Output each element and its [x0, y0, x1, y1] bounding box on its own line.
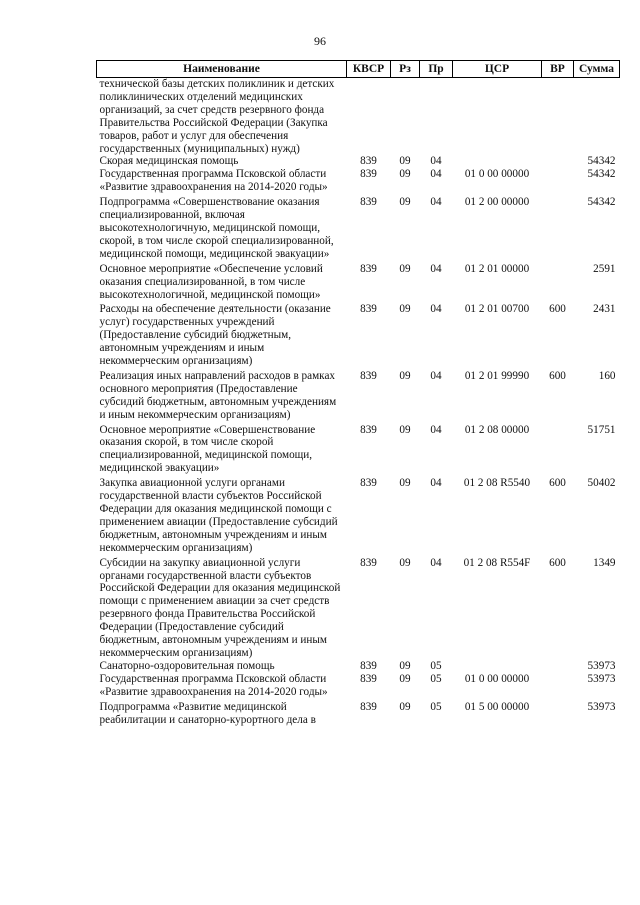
- row-kvsr: 839: [360, 369, 377, 382]
- row-kvsr: 839: [360, 303, 377, 316]
- row-sum: 53973: [587, 700, 616, 713]
- table-row: [97, 194, 620, 261]
- row-rz: 09: [399, 477, 411, 490]
- row-pr: 04: [430, 155, 442, 168]
- row-vr: [542, 168, 574, 194]
- row-kvsr: 839: [360, 477, 377, 490]
- row-sum: 2431: [593, 303, 616, 316]
- row-csr: 01 2 00 00000: [464, 196, 530, 209]
- row-rz: 09: [399, 168, 411, 181]
- row-csr: 01 2 08 00000: [464, 423, 530, 436]
- column-header-sum: Сумма: [574, 61, 620, 78]
- row-pr: 05: [430, 659, 442, 672]
- row-csr: 01 2 01 99990: [464, 369, 530, 382]
- row-vr: [542, 673, 574, 699]
- row-vr: 600: [549, 556, 566, 569]
- row-sum: 1349: [593, 556, 616, 569]
- row-csr: [453, 155, 542, 168]
- table-row: [97, 368, 620, 422]
- table-row: [97, 660, 620, 673]
- row-vr: [542, 261, 574, 302]
- row-kvsr: 839: [360, 423, 377, 436]
- row-name: Подпрограмма «Совершенствование оказания специализированной, включая высокотехнологичную, медицинской помощи, скорой, в том числе скорой специализированной, медицинской помощи, медицинской эвакуации»: [99, 196, 334, 260]
- row-pr: 05: [430, 672, 442, 685]
- table-row: [97, 155, 620, 168]
- table-row: [97, 301, 620, 368]
- row-sum: 160: [598, 369, 616, 382]
- row-name: Субсидии на закупку авиационной услуги органами государственной власти субъектов Российской Федерации для оказания медицинской помощи с применением авиации за счет средств резервного фонда Правительства Российской Федерации (Предоставление субсидий бюджетным, автономным учреждениям и иным некоммерческим организациям): [99, 556, 341, 659]
- row-name: Государственная программа Псковской области «Развитие здравоохранения на 2014-2020 годы»: [99, 672, 328, 698]
- column-header-name: Наименование: [97, 61, 347, 78]
- row-pr: 04: [430, 168, 442, 181]
- row-csr: [453, 660, 542, 673]
- row-rz: [391, 78, 420, 156]
- table-header-row: [97, 61, 620, 78]
- row-kvsr: 839: [360, 672, 377, 685]
- row-kvsr: 839: [360, 659, 377, 672]
- row-csr: 01 2 01 00700: [464, 303, 530, 316]
- row-vr: [542, 155, 574, 168]
- row-csr: 01 5 00 00000: [464, 700, 530, 713]
- row-pr: [420, 78, 453, 156]
- row-kvsr: 839: [360, 155, 377, 168]
- row-rz: 09: [399, 303, 411, 316]
- row-name: Государственная программа Псковской области «Развитие здравоохранения на 2014-2020 годы»: [99, 168, 328, 194]
- row-pr: 04: [430, 423, 442, 436]
- row-name: Подпрограмма «Развитие медицинской реабилитации и санаторно-курортного дела в: [99, 700, 316, 726]
- table-row: [97, 699, 620, 727]
- row-rz: 09: [399, 659, 411, 672]
- row-kvsr: [347, 78, 391, 156]
- page-number: 96: [314, 34, 326, 48]
- row-rz: 09: [399, 423, 411, 436]
- row-pr: 05: [430, 700, 442, 713]
- row-pr: 04: [430, 303, 442, 316]
- row-sum: 53973: [587, 672, 616, 685]
- row-name: технической базы детских поликлиник и детских поликлинических отделений медицинских организаций, за счет средств резервного фонда Правительства Российской Федерации (Закупка товаров, работ и услуг для обеспечения государственных (муниципальных) нужд): [99, 78, 335, 155]
- row-pr: 04: [430, 262, 442, 275]
- row-csr: 01 2 01 00000: [464, 262, 530, 275]
- column-header-pr: Пр: [420, 61, 453, 78]
- row-sum: 51751: [587, 423, 616, 436]
- column-header-rz: Рз: [391, 61, 420, 78]
- row-csr: 01 0 00 00000: [464, 168, 530, 181]
- row-pr: 04: [430, 196, 442, 209]
- table-row: [97, 673, 620, 699]
- table-row: [97, 168, 620, 194]
- row-name: Реализация иных направлений расходов в рамках основного мероприятия (Предоставление субсидий бюджетным, автономным учреждениям и иным некоммерческим организациям): [99, 369, 337, 421]
- row-sum: [574, 78, 620, 156]
- row-kvsr: 839: [360, 700, 377, 713]
- row-vr: [542, 660, 574, 673]
- row-sum: 54342: [587, 168, 616, 181]
- row-rz: 09: [399, 672, 411, 685]
- row-pr: 04: [430, 369, 442, 382]
- row-rz: 09: [399, 700, 411, 713]
- row-kvsr: 839: [360, 196, 377, 209]
- row-csr: 01 2 08 R5540: [463, 477, 531, 490]
- row-csr: [453, 78, 542, 156]
- row-pr: 04: [430, 477, 442, 490]
- table-row: [97, 422, 620, 476]
- table-row: [97, 261, 620, 302]
- row-rz: 09: [399, 556, 411, 569]
- row-vr: 600: [549, 369, 566, 382]
- row-csr: 01 0 00 00000: [464, 672, 530, 685]
- budget-table: [96, 60, 620, 726]
- row-sum: 53973: [587, 659, 616, 672]
- row-sum: 54342: [587, 196, 616, 209]
- row-rz: 09: [399, 369, 411, 382]
- row-vr: 600: [549, 303, 566, 316]
- row-kvsr: 839: [360, 168, 377, 181]
- row-vr: 600: [549, 477, 566, 490]
- row-rz: 09: [399, 262, 411, 275]
- row-name: Закупка авиационной услуги органами государственной власти субъектов Российской Федерации для оказания медицинской помощи с применением авиации (Предоставление субсидий бюджетным, автономным учреждениям и иным некоммерческим организациям): [99, 477, 338, 554]
- row-name: Санаторно-оздоровительная помощь: [99, 659, 275, 672]
- row-vr: [542, 78, 574, 156]
- row-sum: 2591: [593, 262, 616, 275]
- row-name: Основное мероприятие «Обеспечение условий оказания специализированной, в том числе высокотехнологичной, медицинской помощи»: [99, 262, 323, 301]
- row-pr: 04: [430, 556, 442, 569]
- row-vr: [542, 699, 574, 727]
- column-header-kvsr: КВСР: [347, 61, 391, 78]
- column-header-csr: ЦСР: [453, 61, 542, 78]
- table-row: [97, 78, 620, 156]
- row-rz: 09: [399, 155, 411, 168]
- row-name: Скорая медицинская помощь: [99, 155, 239, 168]
- row-sum: 50402: [587, 477, 616, 490]
- row-kvsr: 839: [360, 556, 377, 569]
- table-row: [97, 475, 620, 554]
- row-name: Основное мероприятие «Совершенствование оказания скорой, в том числе скорой специализированной, медицинской помощи, медицинской эвакуации»: [99, 423, 316, 475]
- row-vr: [542, 422, 574, 476]
- row-vr: [542, 194, 574, 261]
- row-csr: 01 2 08 R554F: [463, 556, 531, 569]
- row-kvsr: 839: [360, 262, 377, 275]
- row-sum: 54342: [587, 155, 616, 168]
- row-rz: 09: [399, 196, 411, 209]
- row-name: Расходы на обеспечение деятельности (оказание услуг) государственных учреждений (Предоставление субсидий бюджетным, автономным учреждениям и иным некоммерческим организациям): [99, 303, 331, 368]
- table-row: [97, 555, 620, 660]
- column-header-vr: ВР: [542, 61, 574, 78]
